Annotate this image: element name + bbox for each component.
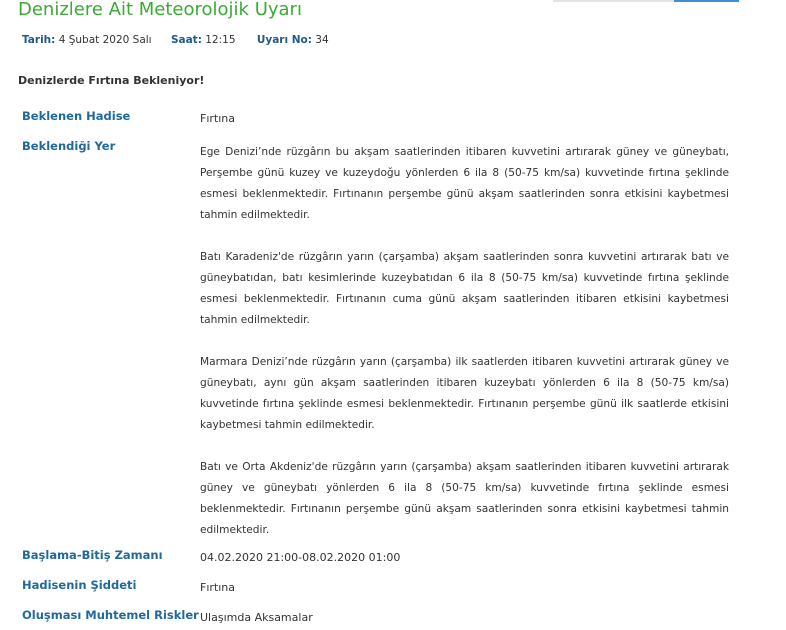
risks-value: Ulaşımda Aksamalar bbox=[200, 611, 313, 624]
time-value: 12:15 bbox=[205, 34, 236, 46]
severity-label: Hadisenin Şiddeti bbox=[22, 578, 137, 592]
location-paragraph-aegean: Ege Denizi’nde rüzgârın bu akşam saatlerinden itibaren kuvvetini artırarak güney ve güneybatı, Perşembe günü kuzey ve kuzeydoğu yönlerden 6 ila 8 (50-75 km/sa) kuvvetinde fırtına şeklinde esmesi beklenmektedir. Fırtınanın perşembe günü akşam saatlerinden sonra etkisini kaybetmesi tahmin edilmektedir. bbox=[200, 146, 729, 221]
warning-meta bbox=[22, 34, 329, 46]
severity-value: Fırtına bbox=[200, 581, 235, 594]
time-label: Saat: bbox=[170, 34, 202, 46]
warning-heading: Denizlerde Fırtına Bekleniyor! bbox=[18, 74, 205, 87]
period-value: 04.02.2020 21:00-08.02.2020 01:00 bbox=[200, 551, 401, 564]
warning-number-value: 34 bbox=[315, 34, 329, 46]
expected-event-value: Fırtına bbox=[200, 112, 235, 125]
location-paragraph-mediterranean: Batı ve Orta Akdeniz'de rüzgârın yarın (çarşamba) akşam saatlerinden itibaren kuvvetini artırarak güney ve güneybatı yönlerden 6 ila 8 (50-75 km/sa) kuvvetinde fırtına şeklinde esmesi beklenmektedir. Fırtınanın perşembe günü akşam saatlerinden sonra etkisini kaybetmesi tahmin edilmektedir. bbox=[200, 461, 729, 536]
top-bar-accent bbox=[674, 0, 739, 2]
page-title: Denizlere Ait Meteorolojik Uyarı bbox=[18, 0, 302, 20]
expected-location-description bbox=[200, 142, 729, 562]
risks-label: Oluşması Muhtemel Riskler bbox=[22, 608, 199, 622]
date-label: Tarih: bbox=[22, 34, 56, 46]
location-paragraph-west-black-sea: Batı Karadeniz'de rüzgârın yarın (çarşamba) akşam saatlerinden sonra kuvvetini artırarak batı ve güneybatıdan, batı kesimlerinde kuzeybatıdan 6 ila 8 (50-75 km/sa) kuvvetinde fırtına şeklinde esmesi beklenmektedir. Fırtınanın cuma günü akşam saatlerinden itibaren etkisini kaybetmesi tahmin edilmektedir. bbox=[200, 251, 729, 326]
location-paragraph-marmara: Marmara Denizi’nde rüzgârın yarın (çarşamba) ilk saatlerden itibaren kuvvetini artırarak güney ve güneybatı, aynı gün akşam saatlerinden itibaren kuzeybatı yönlerden 6 ila 8 (50-75 km/sa) kuvvetinde fırtına şeklinde esmesi beklenmektedir. Fırtınanın perşembe günü ilk saatlerde etkisini kaybetmesi tahmin edilmektedir. bbox=[200, 356, 729, 431]
expected-location-label: Beklendiği Yer bbox=[22, 139, 116, 153]
date-value: 4 Şubat 2020 Salı bbox=[58, 34, 152, 46]
warning-number-label: Uyarı No: bbox=[256, 34, 312, 46]
expected-event-label: Beklenen Hadise bbox=[22, 109, 131, 123]
period-label: Başlama-Bitiş Zamanı bbox=[22, 548, 163, 562]
